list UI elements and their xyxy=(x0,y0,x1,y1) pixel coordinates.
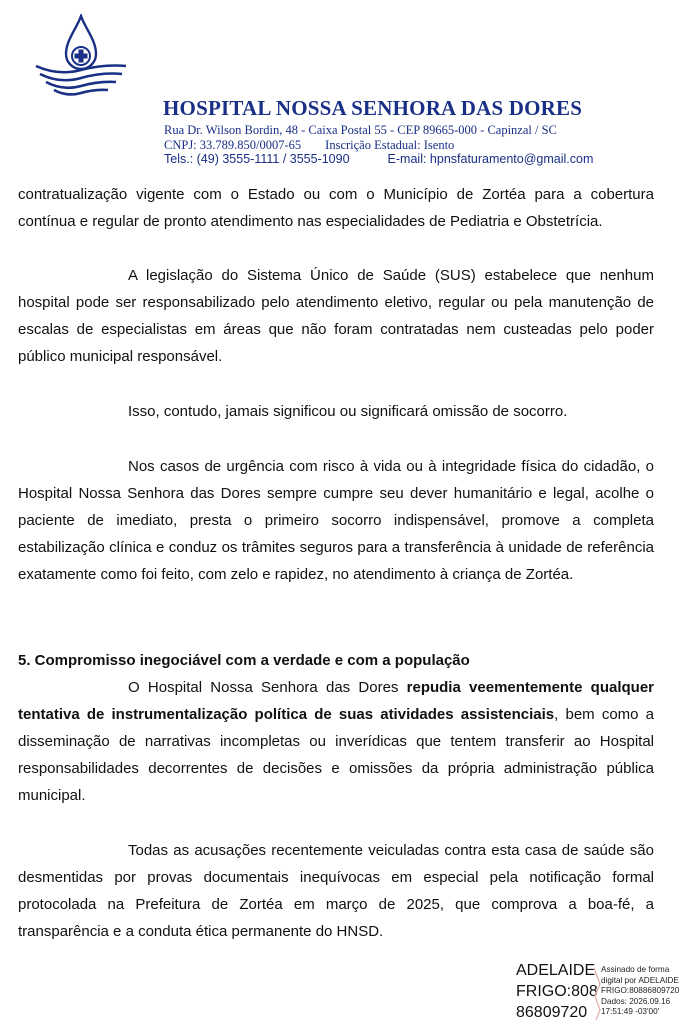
section-heading: 5. Compromisso inegociável com a verdade e com a população xyxy=(18,652,470,669)
paragraph-sus-legislation: A legislação do Sistema Único de Saúde (SUS) estabelece que nenhum hospital pode ser responsabilizado pelo atendimento eletivo, regular ou pela manutenção de escalas de especialistas em áreas que não foram contratadas nem custeadas pelo poder público municipal responsável. xyxy=(18,267,654,365)
registration-line xyxy=(164,138,454,153)
paragraph-accusations: Todas as acusações recentemente veiculadas contra esta casa de saúde são desmentidas por provas documentais inequívocas em especial pela notificação formal protocolada na Prefeitura de Zortéa em março de 2025, que comprova a boa-fé, a transparência e a conduta ética permanente do HNSD. xyxy=(18,842,654,940)
signature-name xyxy=(516,960,598,1023)
signature-detail-line: Dados: 2026.09.16 xyxy=(601,996,671,1006)
repudiation-text-a: O Hospital Nossa Senhora das Dores xyxy=(128,679,407,696)
signature-name-line: FRIGO:808 xyxy=(516,983,598,1000)
cnpj: CNPJ: 33.789.850/0007-65 xyxy=(164,138,302,152)
email: E-mail: hpnsfaturamento@gmail.com xyxy=(387,152,594,166)
paragraph-urgency-cases: Nos casos de urgência com risco à vida ou à integridade física do cidadão, o Hospital Nossa Senhora das Dores sempre cumpre seu dever humanitário e legal, acolhe o paciente de imediato, presta o primeiro socorro indispensável, promove a completa estabilização clínica e conduz os trâmites seguros para a transferência à unidade de referência exatamente como foi feito, com zelo e rapidez, no atendimento à criança de Zortéa. xyxy=(18,458,654,583)
signature-detail-line: digital por ADELAIDE xyxy=(601,975,679,985)
signature-detail-line: 17:51:49 -03'00' xyxy=(601,1007,660,1017)
hospital-logo-icon xyxy=(30,14,132,100)
signature-details xyxy=(601,965,679,1018)
repudiation-bold: repudia veementemente qualquer tentativa de instrumentalização política de suas atividades assistenciais xyxy=(18,679,654,723)
paragraph-no-omission: Isso, contudo, jamais significou ou significará omissão de socorro. xyxy=(128,403,568,420)
phones: Tels.: (49) 3555-1111 / 3555-1090 xyxy=(164,152,350,166)
signature-name-line: ADELAIDE xyxy=(516,962,596,979)
signature-name-line: 86809720 xyxy=(516,1004,588,1021)
contact-line xyxy=(164,152,593,166)
repudiation-text-b: , bem como a disseminação de narrativas incompletas ou inverídicas que tentem transferir ao Hospital responsabilidades decorrentes de decisões e omissões da própria administração pública municipal. xyxy=(18,706,655,804)
hospital-address: Rua Dr. Wilson Bordin, 48 - Caixa Postal 55 - CEP 89665-000 - Capinzal / SC xyxy=(164,123,557,137)
signature-detail-line: Assinado de forma xyxy=(601,965,670,974)
paragraph-repudiation xyxy=(18,674,654,809)
hospital-name: HOSPITAL NOSSA SENHORA DAS DORES xyxy=(163,96,583,120)
state-registration: Inscrição Estadual: Isento xyxy=(325,138,455,152)
signature-detail-line: FRIGO:80886809720 xyxy=(601,986,680,996)
paragraph-continuation: contratualização vigente com o Estado ou com o Município de Zortéa para a cobertura contínua e regular de pronto atendimento nas especialidades de Pediatria e Obstetrícia. xyxy=(18,186,654,230)
